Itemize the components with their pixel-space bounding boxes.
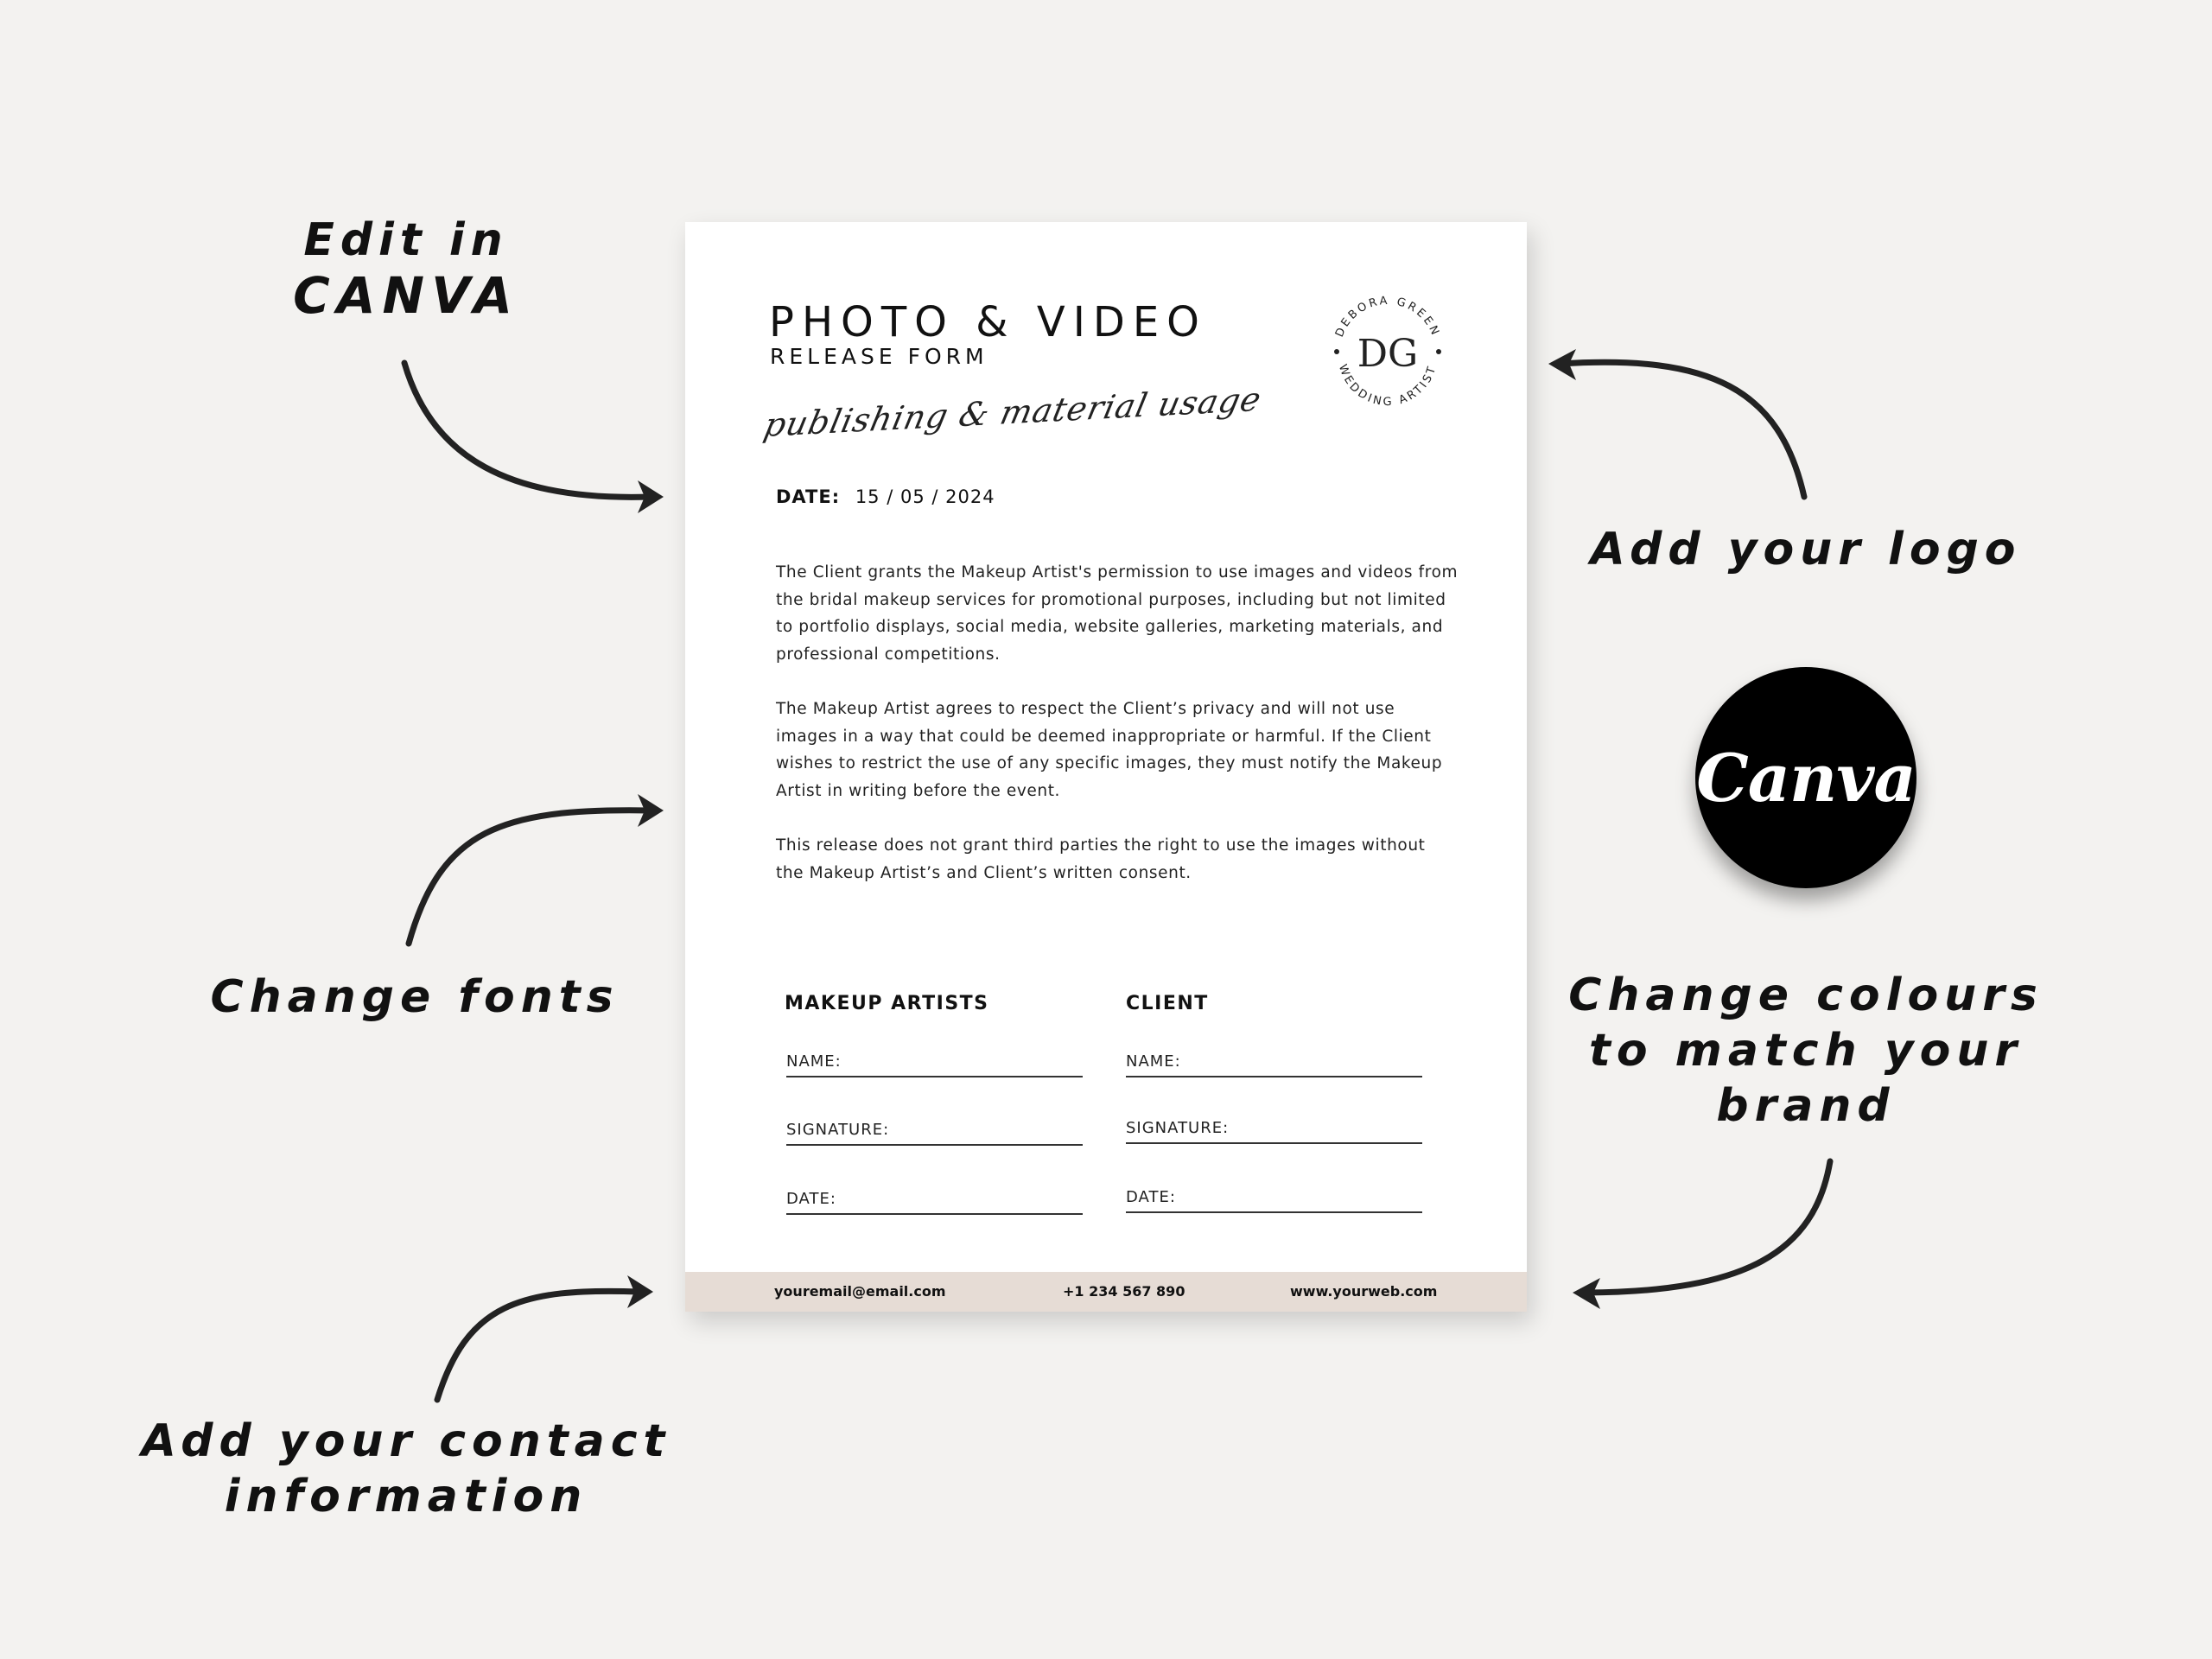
date-label: DATE:	[776, 486, 841, 507]
artist-name-field[interactable]	[786, 1046, 1083, 1077]
callout-change-fonts: Change fonts	[210, 971, 620, 1023]
client-name-field[interactable]	[1126, 1046, 1422, 1077]
document-paragraph: The Makeup Artist agrees to respect the Client’s privacy and will not use images in a way that could be deemed inappropriate or harmful. If the Client wishes to restrict the use of any specific images, they must notify the Makeup Artist in writing before the event.	[776, 700, 1443, 800]
document-date-row	[776, 486, 995, 507]
field-label: NAME:	[1126, 1052, 1181, 1071]
callout-colours-line2: to match your	[1588, 1025, 2024, 1077]
curved-arrow-icon	[437, 1291, 639, 1400]
logo-ring-bottom: WEDDING ARTIST	[1335, 362, 1440, 410]
logo-ring-top: DEBORA GREEN	[1332, 294, 1443, 340]
footer-email: youremail@email.com	[774, 1283, 946, 1300]
release-form-document	[685, 222, 1527, 1312]
footer-phone: +1 234 567 890	[1063, 1283, 1185, 1300]
date-value: 15 / 05 / 2024	[855, 486, 995, 507]
field-label: DATE:	[786, 1190, 836, 1208]
document-title: PHOTO & VIDEO	[769, 298, 1207, 346]
callout-edit-line2: CANVA	[293, 266, 519, 325]
curved-arrow-icon	[1586, 1161, 1830, 1293]
footer-website: www.yourweb.com	[1290, 1283, 1438, 1300]
field-label: NAME:	[786, 1052, 842, 1071]
canva-badge-label: Canva	[1696, 739, 1916, 817]
client-signature-field[interactable]	[1126, 1113, 1422, 1144]
curved-arrow-icon	[1560, 362, 1804, 497]
signature-heading-client: CLIENT	[1126, 993, 1209, 1014]
client-date-field[interactable]	[1126, 1182, 1422, 1213]
callout-edit-line1: Edit in	[303, 214, 509, 266]
canva-logo-icon	[1695, 667, 1916, 888]
document-paragraph: This release does not grant third parties the right to use the images without the Makeup Artist’s and Client’s written consent.	[776, 836, 1426, 882]
callout-contact-line1: Add your contact	[141, 1415, 671, 1467]
signature-heading-artist: MAKEUP ARTISTS	[785, 993, 989, 1014]
document-script-tagline: publishing & material usage	[760, 379, 1266, 445]
callout-colours-line3: brand	[1716, 1080, 1896, 1132]
artist-signature-field[interactable]	[786, 1115, 1083, 1146]
curved-arrow-icon	[409, 810, 650, 944]
callout-add-logo: Add your logo	[1590, 524, 2022, 575]
callout-contact-line2: information	[224, 1471, 588, 1522]
field-label: DATE:	[1126, 1188, 1176, 1206]
logo-monogram: DG	[1357, 332, 1419, 376]
artist-date-field[interactable]	[786, 1184, 1083, 1215]
document-subtitle: RELEASE FORM	[770, 344, 988, 369]
contact-footer	[685, 1272, 1527, 1312]
brand-logo	[1323, 287, 1452, 416]
curved-arrow-icon	[404, 363, 650, 497]
callout-colours-line1: Change colours	[1568, 969, 2044, 1021]
document-paragraph: The Client grants the Makeup Artist's permission to use images and videos from the bridal makeup services for promotional purposes, including but not limited to portfolio displays, social media, website galleries, marketing materials, and professional competitions.	[776, 563, 1459, 664]
field-label: SIGNATURE:	[786, 1121, 890, 1139]
field-label: SIGNATURE:	[1126, 1119, 1230, 1137]
